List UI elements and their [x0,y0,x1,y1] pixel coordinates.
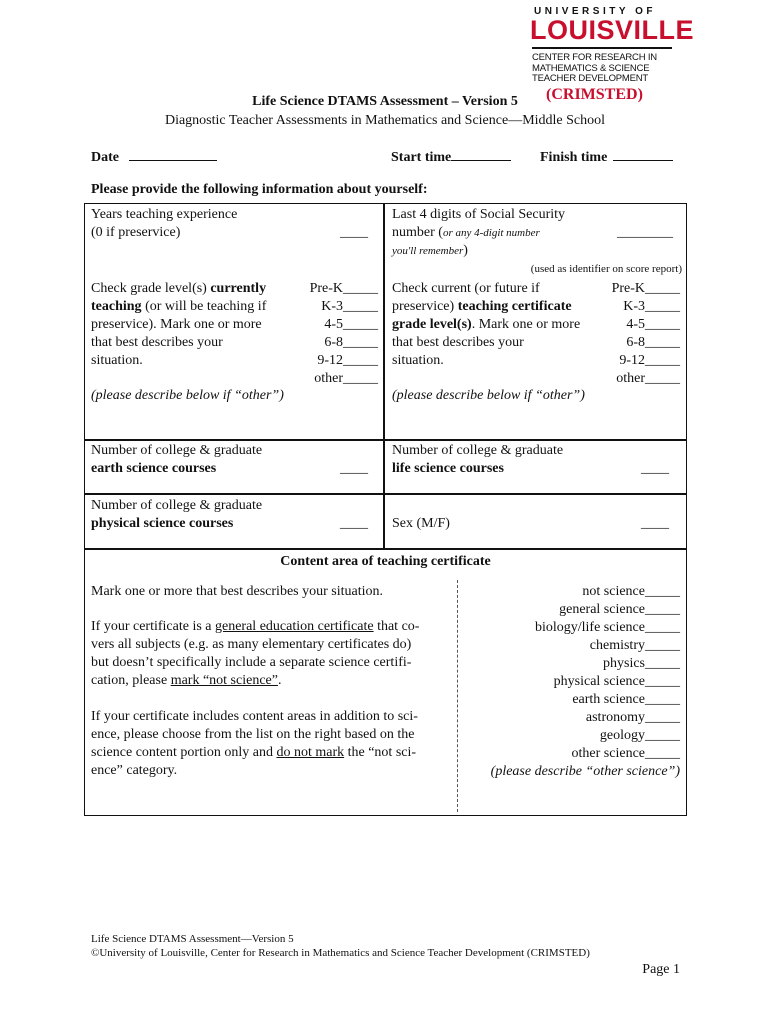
years-teaching-label [91,206,237,242]
content-option-chemistry[interactable]: chemistry_____ [589,638,680,653]
grade-teaching-option-6-8[interactable]: 6-8_____ [324,335,378,350]
grade-cert-option-k3[interactable]: K-3_____ [623,299,680,314]
row-divider-1 [85,439,686,441]
physical-line-2: physical science courses [91,516,234,531]
grade-cert-line-4: that best describes your [392,335,524,350]
physical-science-label [91,497,262,533]
physical-science-blank[interactable]: ____ [340,516,368,531]
content-option-not-science[interactable]: not science_____ [582,584,680,599]
ssn-line-2b: or any 4-digit number [442,227,540,239]
earth-science-blank[interactable]: ____ [340,461,368,476]
content-area-options [462,583,680,781]
p1-line-2: vers all subjects (e.g. as many elementary certificates do) [91,637,412,652]
earth-line-1: Number of college & graduate [91,443,263,458]
grade-certificate-note: (please describe below if “other”) [392,388,585,403]
grade-cert-option-6-8[interactable]: 6-8_____ [626,335,680,350]
grade-cert-line-3: grade level(s). Mark one or more [392,317,581,332]
grade-cert-option-4-5[interactable]: 4-5_____ [626,317,680,332]
date-field[interactable] [91,148,217,166]
grade-teaching-option-4-5[interactable]: 4-5_____ [324,317,378,332]
grade-teaching-option-k3[interactable]: K-3_____ [321,299,378,314]
logo-center-line-1: CENTER FOR RESEARCH IN [532,52,657,63]
start-time-blank[interactable] [451,148,511,161]
start-time-field[interactable] [391,148,511,166]
ssn-line-3-end: ) [463,243,468,258]
p2-line-3: science content portion only and do not mark the “not sci- [91,745,417,760]
grade-cert-line-2: preservice) teaching certificate [392,299,572,314]
column-divider [383,204,385,549]
years-teaching-blank[interactable]: ____ [340,225,368,240]
grade-cert-option-other[interactable]: other_____ [616,371,680,386]
grade-cert-line-1: Check current (or future if [392,281,540,296]
earth-line-2: earth science courses [91,461,217,476]
sex-blank[interactable]: ____ [641,516,669,531]
grade-certificate-label [392,280,612,370]
page-subtitle: Diagnostic Teacher Assessments in Mathematics and Science—Middle School [164,113,606,128]
logo-center-line-3: TEACHER DEVELOPMENT [532,73,649,84]
page-title: Life Science DTAMS Assessment – Version 5 [252,94,518,109]
row-divider-3 [85,548,686,550]
sex-label: Sex (M/F) [392,516,450,531]
logo-university-of: UNIVERSITY OF [534,6,656,17]
grade-certificate-options [580,280,680,388]
finish-time-label: Finish time [540,150,608,165]
grade-cert-line-5: situation. [392,353,444,368]
content-area-dashed-divider [457,580,458,812]
logo-crimsted: (CRIMSTED) [546,85,643,103]
grade-cert-option-9-12[interactable]: 9-12_____ [619,353,680,368]
content-option-biology-life-science[interactable]: biology/life science_____ [534,620,680,635]
grade-teaching-line-4: that best describes your [91,335,223,350]
earth-science-label [91,442,262,478]
ssn-line-2a: number ( [392,225,443,240]
years-line-2: (0 if preservice) [91,225,181,240]
grade-teaching-line-1: Check grade level(s) currently [91,281,267,296]
physical-line-1: Number of college & graduate [91,498,263,513]
content-option-geology[interactable]: geology_____ [599,728,680,743]
grade-teaching-line-2: teaching (or will be teaching if [91,299,267,314]
grade-teaching-option-prek[interactable]: Pre-K_____ [309,281,378,296]
logo-louisville: LOUISVILLE [530,15,695,45]
grade-teaching-options [280,280,378,388]
page-number: Page 1 [642,962,680,977]
p2-line-2: ence, please choose from the list on the right based on the [91,727,415,742]
date-label: Date [91,150,119,165]
p2-line-4: ence” category. [91,763,178,778]
p2-line-1: If your certificate includes content areas in addition to sci- [91,709,418,724]
grade-teaching-option-other[interactable]: other_____ [314,371,378,386]
university-logo [512,6,695,104]
grade-teaching-line-5: situation. [91,353,143,368]
ssn-line-1: Last 4 digits of Social Security [392,207,566,222]
life-line-2: life science courses [392,461,504,476]
years-line-1: Years teaching experience [91,207,238,222]
logo-rule [532,47,672,49]
info-prompt: Please provide the following information about yourself: [91,182,428,197]
start-time-label: Start time [391,150,452,165]
content-option-astronomy[interactable]: astronomy_____ [585,710,680,725]
life-science-label [392,442,563,478]
finish-time-field[interactable] [540,148,673,166]
ssn-blank[interactable]: ________ [617,225,673,240]
p1-line-1: If your certificate is a general education certificate that co- [91,619,420,634]
grade-cert-option-prek[interactable]: Pre-K_____ [611,281,680,296]
content-option-earth-science[interactable]: earth science_____ [572,692,680,707]
life-science-blank[interactable]: ____ [641,461,669,476]
ssn-line-3: you'll remember [392,245,464,257]
grade-teaching-note: (please describe below if “other”) [91,388,284,403]
content-area-heading: Content area of teaching certificate [280,554,491,569]
grade-teaching-option-9-12[interactable]: 9-12_____ [317,353,378,368]
content-area-paragraph-1 [91,618,456,690]
content-option-physical-science[interactable]: physical science_____ [553,674,680,689]
p1-line-4: cation, please mark “not science”. [91,673,282,688]
content-area-intro: Mark one or more that best describes your situation. [91,584,383,599]
p1-line-3: but doesn’t specifically include a separate science certifi- [91,655,412,670]
content-option-general-science[interactable]: general science_____ [559,602,680,617]
content-area-paragraph-2 [91,708,456,780]
content-option-physics[interactable]: physics_____ [603,656,680,671]
content-option-other-science[interactable]: other science_____ [571,746,680,761]
grade-teaching-line-3: preservice). Mark one or more [91,317,262,332]
ssn-note: (used as identifier on score report) [530,263,682,275]
footer-line-1: Life Science DTAMS Assessment—Version 5 [91,933,294,945]
row-divider-2 [85,493,686,495]
life-line-1: Number of college & graduate [392,443,564,458]
content-option-note: (please describe “other science”) [490,764,680,779]
logo-center-line-2: MATHEMATICS & SCIENCE [532,62,650,74]
finish-time-blank[interactable] [613,148,673,161]
footer-line-2: ©University of Louisville, Center for Research in Mathematics and Science Teacher Development (CRIMSTED) [91,947,590,959]
date-blank[interactable] [129,148,217,161]
grade-teaching-label [91,280,306,370]
